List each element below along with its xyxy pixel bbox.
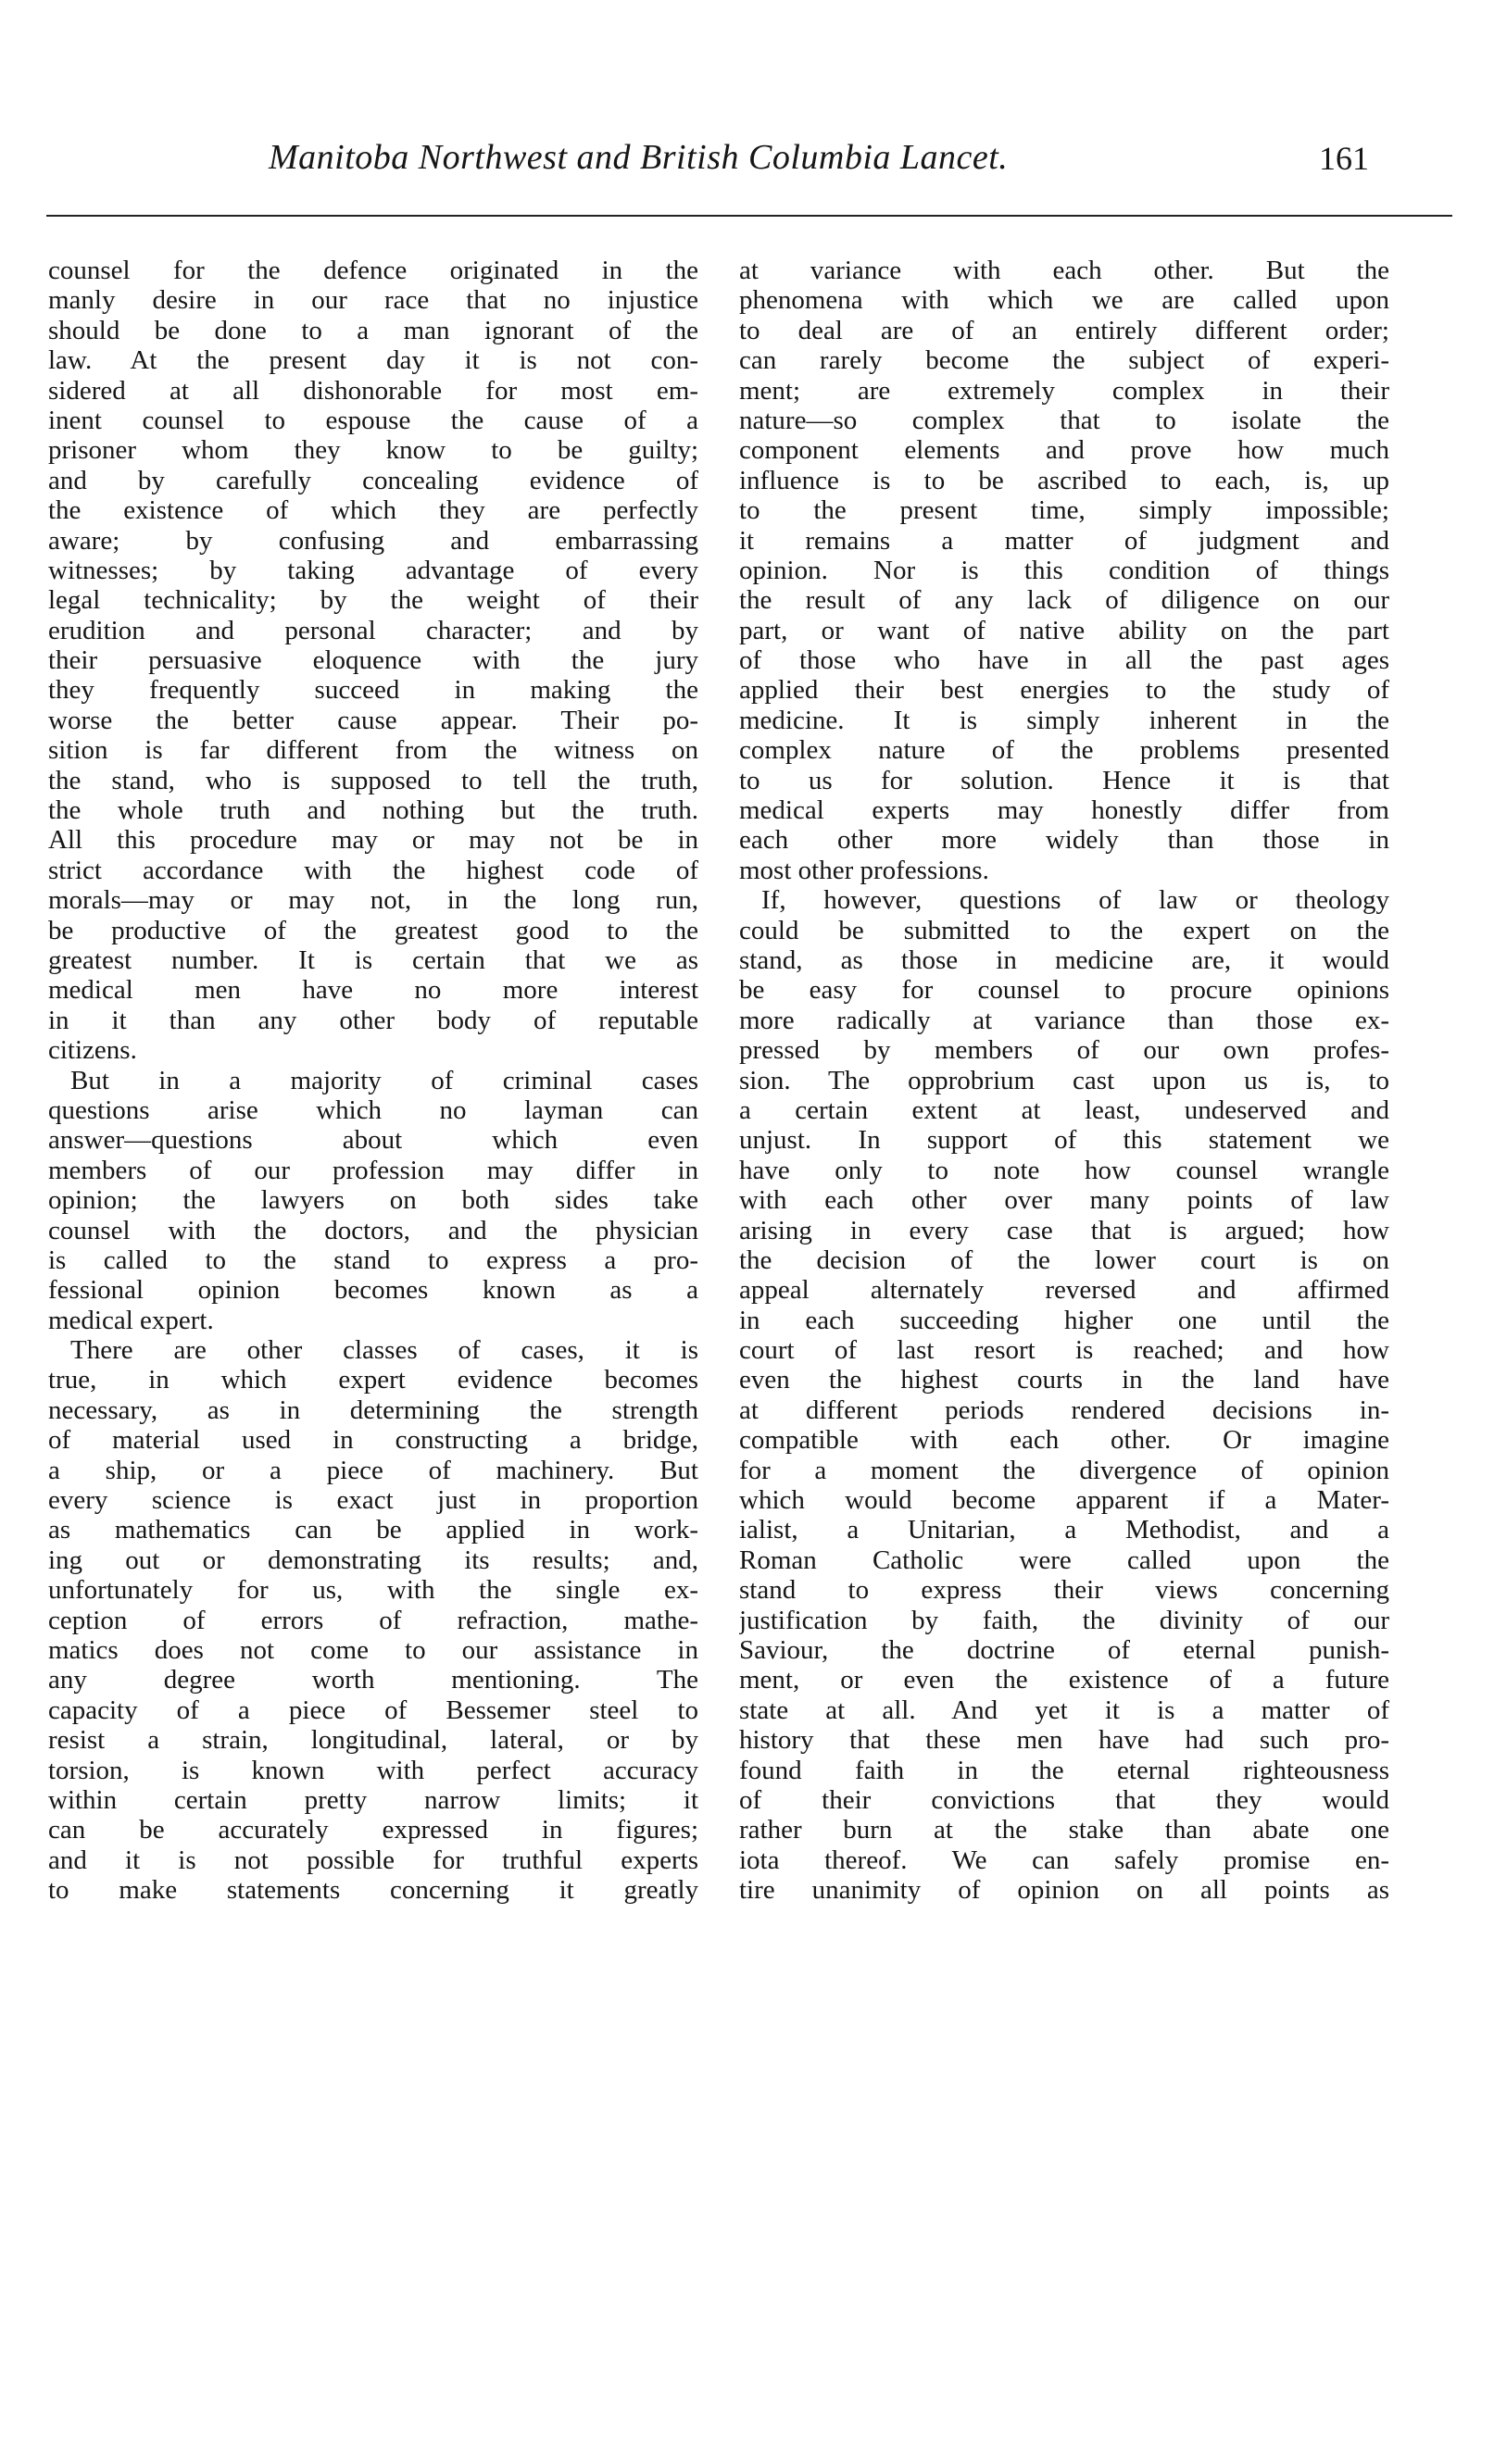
text-line: history that these men have had such pro-	[739, 1725, 1389, 1756]
text-line: ing out or demonstrating its results; and,	[48, 1545, 698, 1575]
text-line: counsel with the doctors, and the physician	[48, 1215, 698, 1245]
text-line: at different periods rendered decisions in-	[739, 1395, 1389, 1425]
text-line: iota thereof. We can safely promise en-	[739, 1845, 1389, 1875]
text-line: true, in which expert evidence becomes	[48, 1365, 698, 1395]
text-line: for a moment the divergence of opinion	[739, 1455, 1389, 1485]
text-line: morals—may or may not, in the long run,	[48, 885, 698, 916]
text-line: compatible with each other. Or imagine	[739, 1425, 1389, 1456]
text-line: in each succeeding higher one until the	[739, 1305, 1389, 1335]
text-line: a certain extent at least, undeserved and	[739, 1094, 1389, 1125]
text-line: is called to the stand to express a pro-	[48, 1245, 698, 1275]
text-line: All this procedure may or may not be in	[48, 825, 698, 856]
text-line: be productive of the greatest good to the	[48, 915, 698, 945]
text-line: members of our profession may differ in	[48, 1155, 698, 1185]
text-line: But in a majority of criminal cases	[70, 1065, 698, 1095]
text-line: found faith in the eternal righteousness	[739, 1755, 1389, 1785]
text-line: court of last resort is reached; and how	[739, 1335, 1389, 1366]
text-line: unfortunately for us, with the single ex-	[48, 1575, 698, 1606]
text-line: even the highest courts in the land have	[739, 1365, 1389, 1395]
text-line: citizens.	[48, 1035, 137, 1066]
text-line: questions arise which no layman can	[48, 1094, 698, 1125]
text-line: and it is not possible for truthful experts	[48, 1845, 698, 1875]
text-line: of those who have in all the past ages	[739, 645, 1389, 676]
text-line: phenomena with which we are called upon	[739, 285, 1389, 316]
text-line: manly desire in our race that no injustice	[48, 285, 698, 316]
text-line: There are other classes of cases, it is	[70, 1335, 698, 1366]
text-line: Saviour, the doctrine of eternal punish-	[739, 1634, 1389, 1665]
text-line: If, however, questions of law or theology	[761, 885, 1389, 916]
text-line: sidered at all dishonorable for most em-	[48, 375, 698, 406]
text-line: rather burn at the stake than abate one	[739, 1815, 1389, 1845]
text-line: the stand, who is supposed to tell the truth,	[48, 765, 698, 795]
text-line: answer—questions about which even	[48, 1125, 698, 1156]
text-line: worse the better cause appear. Their po-	[48, 705, 698, 735]
text-line: erudition and personal character; and by	[48, 615, 698, 645]
text-line: every science is exact just in proportion	[48, 1485, 698, 1516]
text-line: ception of errors of refraction, mathe-	[48, 1605, 698, 1635]
text-line: should be done to a man ignorant of the	[48, 315, 698, 345]
text-line: law. At the present day it is not con-	[48, 345, 698, 376]
text-line: medical expert.	[48, 1305, 214, 1335]
text-line: they frequently succeed in making the	[48, 675, 698, 706]
text-line: witnesses; by taking advantage of every	[48, 555, 698, 585]
text-line: capacity of a piece of Bessemer steel to	[48, 1695, 698, 1725]
header-rule	[46, 215, 1452, 217]
text-line: any degree worth mentioning. The	[48, 1665, 698, 1695]
text-line: most other professions.	[739, 855, 989, 885]
text-line: to deal are of an entirely different order;	[739, 315, 1389, 345]
text-line: torsion, is known with perfect accuracy	[48, 1755, 698, 1785]
text-line: pressed by members of our own profes-	[739, 1035, 1389, 1066]
text-line: ment; are extremely complex in their	[739, 375, 1389, 406]
text-line: which would become apparent if a Mater-	[739, 1485, 1389, 1516]
text-line: necessary, as in determining the strength	[48, 1395, 698, 1425]
text-line: can rarely become the subject of experi-	[739, 345, 1389, 376]
text-line: influence is to be ascribed to each, is, up	[739, 465, 1389, 495]
text-line: more radically at variance than those ex-	[739, 1005, 1389, 1035]
text-line: stand, as those in medicine are, it would	[739, 944, 1389, 975]
text-line: matics does not come to our assistance in	[48, 1634, 698, 1665]
right-column	[739, 256, 1389, 1905]
text-line: fessional opinion becomes known as a	[48, 1275, 698, 1306]
text-line: of their convictions that they would	[739, 1784, 1389, 1815]
text-line: the whole truth and nothing but the truth.	[48, 795, 698, 826]
text-line: have only to note how counsel wrangle	[739, 1155, 1389, 1185]
text-line: in it than any other body of reputable	[48, 1005, 698, 1035]
page-number: 161	[1319, 140, 1369, 177]
text-line: legal technicality; by the weight of their	[48, 585, 698, 616]
text-line: the decision of the lower court is on	[739, 1245, 1389, 1275]
left-column	[48, 256, 698, 1905]
text-line: inent counsel to espouse the cause of a	[48, 405, 698, 435]
text-line: justification by faith, the divinity of our	[739, 1605, 1389, 1635]
text-line: stand to express their views concerning	[739, 1575, 1389, 1606]
text-line: of material used in constructing a bridge,	[48, 1425, 698, 1456]
text-line: their persuasive eloquence with the jury	[48, 645, 698, 676]
text-line: unjust. In support of this statement we	[739, 1125, 1389, 1156]
text-line: as mathematics can be applied in work-	[48, 1515, 698, 1545]
text-line: complex nature of the problems presented	[739, 735, 1389, 766]
text-line: aware; by confusing and embarrassing	[48, 525, 698, 556]
text-line: to the present time, simply impossible;	[739, 495, 1389, 526]
text-line: opinion; the lawyers on both sides take	[48, 1185, 698, 1216]
text-line: can be accurately expressed in figures;	[48, 1815, 698, 1845]
text-line: at variance with each other. But the	[739, 256, 1389, 285]
text-line: part, or want of native ability on the part	[739, 615, 1389, 645]
text-line: counsel for the defence originated in the	[48, 256, 698, 285]
text-line: prisoner whom they know to be guilty;	[48, 435, 698, 466]
text-line: ialist, a Unitarian, a Methodist, and a	[739, 1515, 1389, 1545]
text-line: strict accordance with the highest code of	[48, 855, 698, 885]
text-line: opinion. Nor is this condition of things	[739, 555, 1389, 585]
text-line: with each other over many points of law	[739, 1185, 1389, 1216]
text-line: be easy for counsel to procure opinions	[739, 975, 1389, 1006]
text-line: Roman Catholic were called upon the	[739, 1545, 1389, 1575]
text-line: the result of any lack of diligence on our	[739, 585, 1389, 616]
text-line: medicine. It is simply inherent in the	[739, 705, 1389, 735]
text-line: medical experts may honestly differ from	[739, 795, 1389, 826]
text-line: to us for solution. Hence it is that	[739, 765, 1389, 795]
text-line: sion. The opprobrium cast upon us is, to	[739, 1065, 1389, 1095]
text-line: component elements and prove how much	[739, 435, 1389, 466]
text-line: sition is far different from the witness on	[48, 735, 698, 766]
text-line: state at all. And yet it is a matter of	[739, 1695, 1389, 1725]
text-line: within certain pretty narrow limits; it	[48, 1784, 698, 1815]
text-line: medical men have no more interest	[48, 975, 698, 1006]
text-line: to make statements concerning it greatly	[48, 1875, 698, 1906]
text-line: appeal alternately reversed and affirmed	[739, 1275, 1389, 1306]
text-line: it remains a matter of judgment and	[739, 525, 1389, 556]
text-line: a ship, or a piece of machinery. But	[48, 1455, 698, 1485]
text-line: arising in every case that is argued; how	[739, 1215, 1389, 1245]
text-line: applied their best energies to the study of	[739, 675, 1389, 706]
text-line: the existence of which they are perfectly	[48, 495, 698, 526]
text-line: nature—so complex that to isolate the	[739, 405, 1389, 435]
text-line: could be submitted to the expert on the	[739, 915, 1389, 945]
running-title: Manitoba Northwest and British Columbia Lancet.	[269, 138, 1009, 177]
text-line: greatest number. It is certain that we as	[48, 944, 698, 975]
text-line: and by carefully concealing evidence of	[48, 465, 698, 495]
text-line: resist a strain, longitudinal, lateral, or by	[48, 1725, 698, 1756]
text-line: each other more widely than those in	[739, 825, 1389, 856]
text-line: tire unanimity of opinion on all points as	[739, 1875, 1389, 1906]
text-line: ment, or even the existence of a future	[739, 1665, 1389, 1695]
